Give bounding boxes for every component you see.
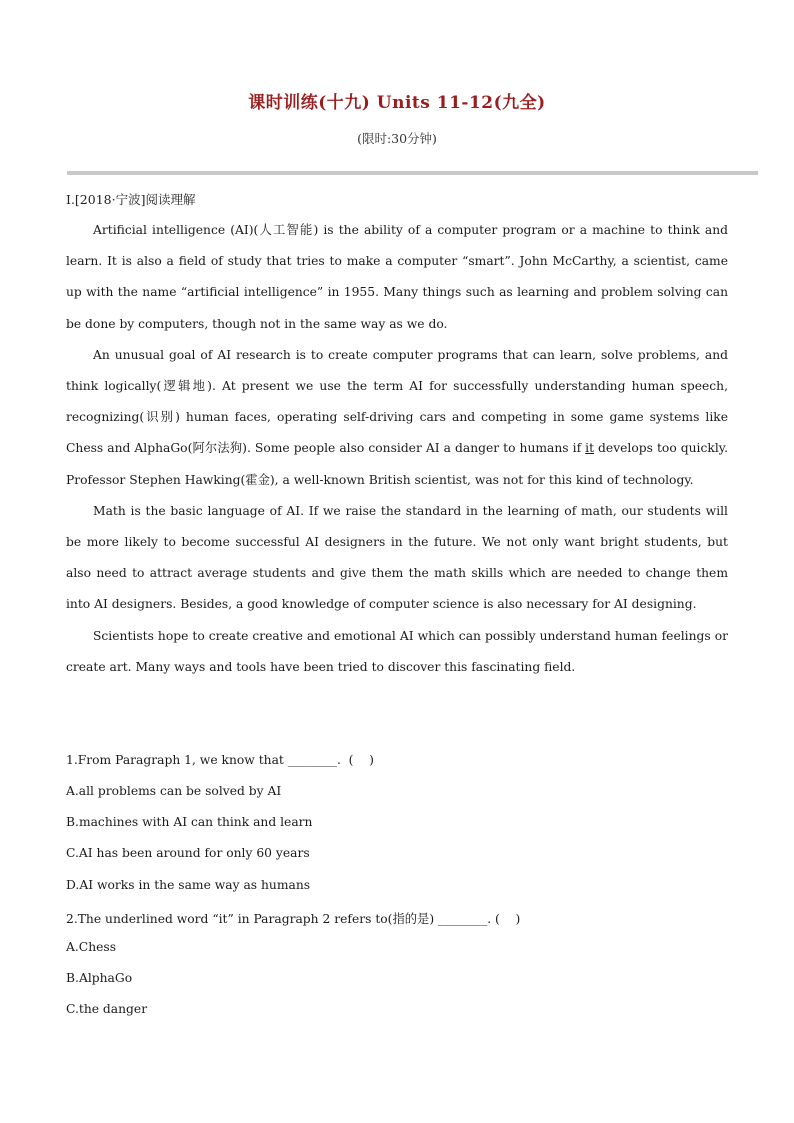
section-heading: Ⅰ.[2018·宁波]阅读理解 [66, 192, 196, 207]
reading-passage [66, 215, 728, 683]
paragraph-2-text-b: develops too quickly. Professor Stephen Hawking(霍金), a well-known British scientist, was not for this kind of technology. [66, 441, 728, 487]
divider [67, 171, 758, 175]
paragraph-2-text-a: An unusual goal of AI research is to create computer programs that can learn, solve problems, and think logically(逻辑地). At present we use the term AI for successfully understanding human speech, recognizing(识别) human faces, operating self-driving cars and competing in some game systems like Chess and AlphaGo(阿尔法狗). Some people also consider AI a danger to humans if [66, 347, 728, 456]
paragraph-1: Artificial intelligence (AI)(人工智能) is the ability of a computer program or a machine to think and learn. It is also a field of study that tries to make a computer “smart”. John McCarthy, a scientist, came up with the name “artificial intelligence” in 1955. Many things such as learning and problem solving can be done by computers, though not in the same way as we do. [66, 223, 728, 331]
paragraph-3: Math is the basic language of AI. If we raise the standard in the learning of math, our students will be more likely to become successful AI designers in the future. We not only want bright students, but also need to attract average students and give them the math skills which are needed to change them into AI designers. Besides, a good knowledge of computer science is also necessary for AI designing. [66, 503, 728, 612]
question-1-option-c[interactable]: C.AI has been around for only 60 years [66, 846, 310, 860]
question-2-option-b[interactable]: B.AlphaGo [66, 971, 133, 985]
question-2-option-a[interactable]: A.Chess [66, 940, 117, 954]
underlined-word: it [585, 441, 595, 456]
question-1-option-b[interactable]: B.machines with AI can think and learn [66, 815, 313, 829]
paragraph-4: Scientists hope to create creative and emotional AI which can possibly understand human feelings or create art. Many ways and tools have been tried to discover this fascinating field. [66, 628, 728, 674]
question-1-option-a[interactable]: A.all problems can be solved by AI [66, 784, 282, 798]
page-title: 课时训练(十九) Units 11-12(九全) [248, 93, 546, 113]
question-2-option-c[interactable]: C.the danger [66, 1002, 148, 1016]
question-2-stem: 2.The underlined word “it” in Paragraph 2 refers to(指的是) ________. ( ) [66, 912, 521, 926]
question-1-option-d[interactable]: D.AI works in the same way as humans [66, 878, 311, 892]
paragraph-2 [66, 340, 728, 496]
time-limit: (限时:30分钟) [357, 131, 437, 146]
question-1-stem: 1.From Paragraph 1, we know that ________. ( ) [66, 753, 374, 767]
